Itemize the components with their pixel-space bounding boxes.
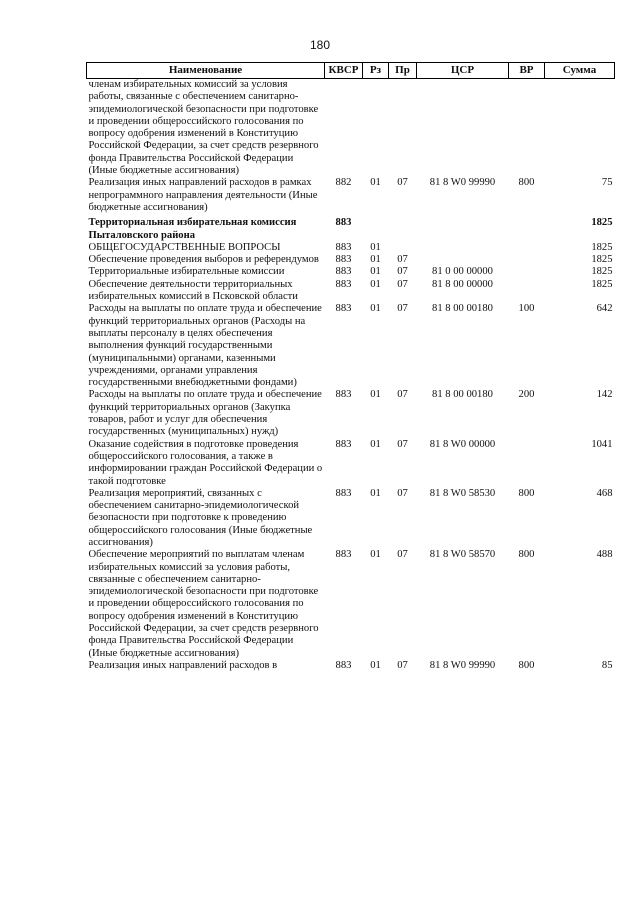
header-pr: Пр <box>389 63 417 79</box>
cell-vr: 200 <box>518 389 535 401</box>
table-row <box>87 549 615 660</box>
cell-csr: 81 8 00 00000 <box>432 278 493 290</box>
cell-sum: 1825 <box>591 278 613 290</box>
cell-kvsr: 883 <box>335 266 352 278</box>
cell-pr <box>389 79 417 178</box>
cell-csr <box>417 214 509 242</box>
cell-kvsr: 883 <box>335 549 352 561</box>
cell-csr: 81 0 00 00000 <box>432 266 493 278</box>
cell-rz: 01 <box>370 438 381 450</box>
table-row <box>87 214 615 242</box>
cell-kvsr: 883 <box>335 278 352 290</box>
cell-csr: 81 8 W0 00000 <box>429 438 496 450</box>
cell-kvsr: 883 <box>335 487 352 499</box>
cell-vr: 800 <box>518 487 535 499</box>
cell-pr: 07 <box>397 303 408 315</box>
cell-pr: 07 <box>397 389 408 401</box>
cell-vr <box>509 79 545 178</box>
cell-rz: 01 <box>370 254 381 266</box>
cell-rz: 01 <box>370 177 381 189</box>
cell-csr <box>417 79 509 178</box>
cell-rz <box>363 214 389 242</box>
cell-pr <box>389 242 417 254</box>
table-row <box>87 389 615 438</box>
cell-name: Расходы на выплаты по оплате труда и обеспечение функций территориальных органов (Закупка товаров, работ и услуг для обеспечения государственных (муниципальных) нужд) <box>88 389 322 438</box>
cell-vr: 800 <box>518 177 535 189</box>
cell-name: Территориальные избирательные комиссии <box>88 266 285 278</box>
header-csr: ЦСР <box>417 63 509 79</box>
cell-rz: 01 <box>370 278 381 290</box>
table-row <box>87 242 615 254</box>
cell-sum: 488 <box>596 549 613 561</box>
table-row <box>87 660 615 672</box>
cell-name: Расходы на выплаты по оплате труда и обеспечение функций территориальных органов (Расходы на выплаты персоналу в целях обеспечения выполнения функций государственными (муниципальными) органами, казенными учреждениями, органами управления государственными внебюджетными фондами) <box>88 303 322 389</box>
cell-pr <box>389 214 417 242</box>
cell-vr <box>509 266 545 278</box>
cell-sum: 1825 <box>591 217 613 229</box>
cell-pr: 07 <box>397 549 408 561</box>
cell-csr: 81 8 W0 99990 <box>429 659 496 671</box>
table-row <box>87 266 615 278</box>
cell-name: Оказание содействия в подготовке проведения общероссийского голосования, а также в информировании граждан Российской Федерации о такой подготовке <box>88 438 323 487</box>
cell-name: Обеспечение мероприятий по выплатам членам избирательных комиссий за условия работы, связанные с обеспечением санитарно-эпидемиологической безопасности при подготовке и проведении общероссийского голосования по вопросу одобрения изменений в Конституцию Российской Федерации, за счет средств резервного фонда Правительства Российской Федерации (Иные бюджетные ассигнования) <box>88 549 319 659</box>
cell-name: Обеспечение деятельности территориальных избирательных комиссий в Псковской области <box>88 278 298 303</box>
table-row <box>87 303 615 389</box>
cell-sum: 1825 <box>591 266 613 278</box>
cell-kvsr: 883 <box>335 254 352 266</box>
cell-kvsr <box>325 79 363 178</box>
header-vr: ВР <box>509 63 545 79</box>
cell-csr <box>417 242 509 254</box>
cell-sum: 75 <box>601 177 613 189</box>
cell-rz: 01 <box>370 266 381 278</box>
cell-vr: 800 <box>518 549 535 561</box>
cell-name: членам избирательных комиссий за условия работы, связанные с обеспечением санитарно-эпидемиологической безопасности при подготовке и проведении общероссийского голосования по вопросу одобрения изменений в Конституцию Российской Федерации, за счет средств резервного фонда Правительства Российской Федерации (Иные бюджетные ассигнования) <box>87 79 325 178</box>
cell-name: Обеспечение проведения выборов и референдумов <box>88 254 319 266</box>
cell-sum: 642 <box>596 303 613 315</box>
cell-rz: 01 <box>370 241 381 253</box>
cell-rz: 01 <box>370 487 381 499</box>
cell-name: Реализация мероприятий, связанных с обеспечением санитарно-эпидемиологической безопасности при подготовке к проведению общероссийского голосования (Иные бюджетные ассигнования) <box>88 487 313 548</box>
cell-pr: 07 <box>397 266 408 278</box>
cell-rz <box>363 79 389 178</box>
cell-vr <box>509 279 545 304</box>
cell-vr <box>509 242 545 254</box>
cell-pr: 07 <box>397 659 408 671</box>
cell-csr: 81 8 00 00180 <box>432 389 493 401</box>
cell-vr <box>509 254 545 266</box>
header-sum: Сумма <box>545 63 615 79</box>
header-rz: Рз <box>363 63 389 79</box>
cell-csr <box>417 254 509 266</box>
cell-rz: 01 <box>370 659 381 671</box>
cell-vr <box>509 439 545 488</box>
cell-pr: 07 <box>397 278 408 290</box>
budget-table <box>86 62 615 672</box>
cell-kvsr: 883 <box>335 217 352 229</box>
cell-kvsr: 882 <box>335 177 352 189</box>
cell-kvsr: 883 <box>335 303 352 315</box>
cell-name: Реализация иных направлений расходов в рамках непрограммного направления деятельности (Иные бюджетные ассигнования) <box>88 177 318 213</box>
table-row <box>87 254 615 266</box>
cell-name: ОБЩЕГОСУДАРСТВЕННЫЕ ВОПРОСЫ <box>88 241 281 253</box>
table-row <box>87 488 615 549</box>
cell-kvsr: 883 <box>335 438 352 450</box>
cell-rz: 01 <box>370 549 381 561</box>
header-name: Наименование <box>87 63 325 79</box>
cell-rz: 01 <box>370 389 381 401</box>
cell-vr <box>509 214 545 242</box>
header-kvsr: КВСР <box>325 63 363 79</box>
cell-sum: 142 <box>596 389 613 401</box>
cell-sum: 468 <box>596 487 613 499</box>
page-number: 180 <box>309 38 331 52</box>
cell-sum: 1825 <box>591 254 613 266</box>
cell-sum: 1041 <box>591 438 613 450</box>
cell-name: Территориальная избирательная комиссия Пыталовского района <box>88 217 297 241</box>
table-header-row <box>87 63 615 79</box>
cell-vr: 800 <box>518 659 535 671</box>
cell-vr: 100 <box>518 303 535 315</box>
table-row <box>87 79 615 178</box>
cell-name: Реализация иных направлений расходов в <box>88 659 278 671</box>
table-row <box>87 177 615 214</box>
table-row <box>87 439 615 488</box>
cell-csr: 81 8 W0 58530 <box>429 487 496 499</box>
table-row <box>87 279 615 304</box>
cell-kvsr: 883 <box>335 389 352 401</box>
cell-csr: 81 8 W0 99990 <box>429 177 496 189</box>
cell-rz: 01 <box>370 303 381 315</box>
cell-csr: 81 8 00 00180 <box>432 303 493 315</box>
cell-csr: 81 8 W0 58570 <box>429 549 496 561</box>
cell-sum: 85 <box>601 659 613 671</box>
cell-pr: 07 <box>397 487 408 499</box>
cell-sum: 1825 <box>591 241 613 253</box>
cell-pr: 07 <box>397 438 408 450</box>
cell-pr: 07 <box>397 177 408 189</box>
cell-kvsr: 883 <box>335 241 352 253</box>
cell-sum <box>545 79 615 178</box>
cell-kvsr: 883 <box>335 659 352 671</box>
cell-pr: 07 <box>397 254 408 266</box>
